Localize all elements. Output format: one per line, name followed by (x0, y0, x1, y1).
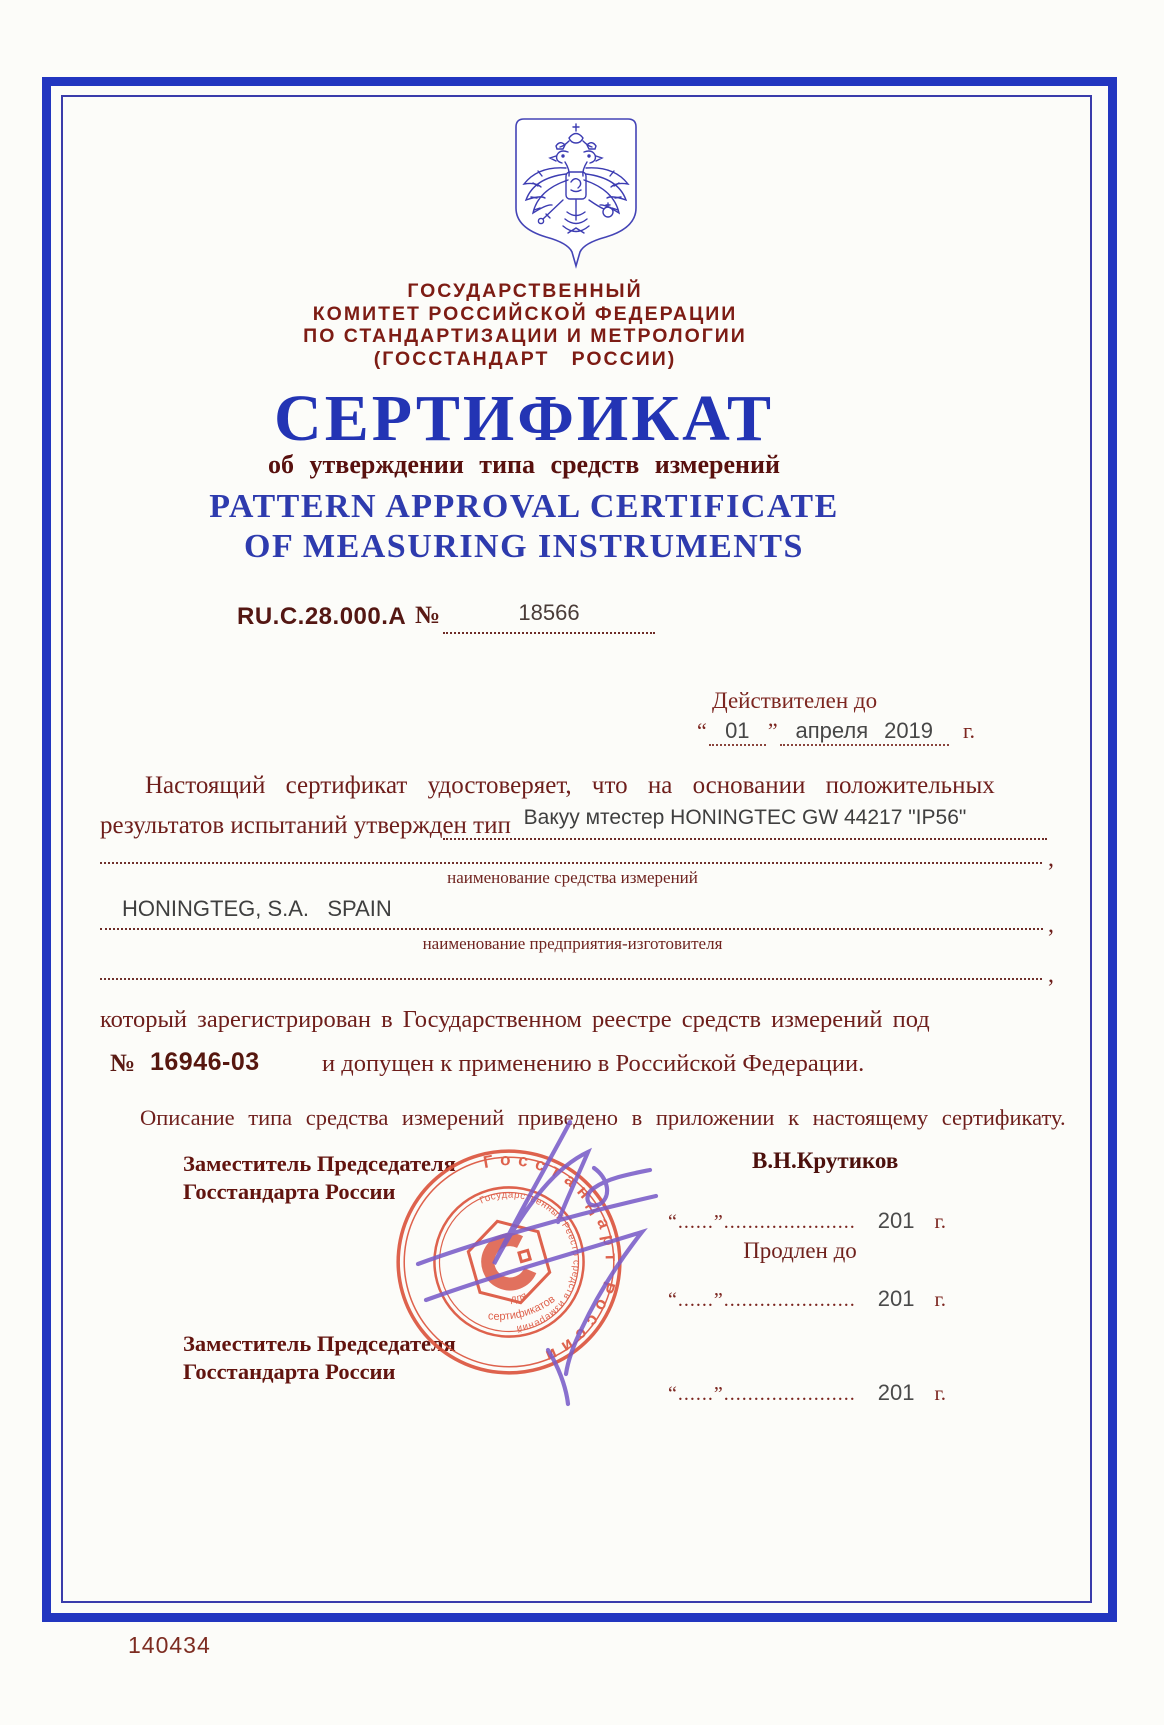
line-comma: , (1048, 912, 1054, 938)
signing-date-line-2 (668, 1286, 946, 1312)
validity-date-row (695, 718, 975, 746)
year-letter: г. (962, 718, 975, 743)
registered-statement: который зарегистрирован в Государственном реестре средств измерений под (100, 1006, 930, 1033)
russia-coat-of-arms-emblem (508, 116, 644, 276)
issuing-organization-heading (105, 280, 945, 370)
manufacturer-caption: наименование предприятия-изготовителя (422, 934, 723, 953)
signature-stroke (494, 1122, 588, 1264)
line-comma: , (1048, 846, 1054, 872)
org-line: ГОСУДАРСТВЕННЫЙ (407, 280, 643, 302)
line-comma: , (1048, 962, 1054, 988)
signing-date-line-1 (668, 1208, 946, 1234)
statement-line1: Настоящий сертификат удостоверяет, что на основании положительных (145, 772, 995, 799)
date-dots: “......”...................... (668, 1383, 856, 1405)
signature-stroke (426, 1232, 642, 1374)
deputy-title-line2: Госстандарта России (183, 1358, 396, 1384)
org-line: (ГОССТАНДАРТ РОССИИ) (373, 347, 677, 370)
title-en-line1: PATTERN APPROVAL CERTIFICATE (209, 488, 839, 525)
instrument-caption: наименование средства измерений (447, 868, 698, 887)
close-quote: ” (767, 718, 778, 743)
shield-outline (516, 119, 636, 266)
date-year-prefix: 201 (877, 1380, 915, 1405)
certificate-subtitle-ru: об утверждении типа средств измерений (268, 450, 780, 479)
signature-stroke (548, 1350, 568, 1404)
date-year-letter: г. (934, 1209, 946, 1233)
validity-month-year-field (780, 718, 949, 746)
signature-stroke (418, 1196, 656, 1264)
signature-icon (398, 1108, 678, 1418)
open-quote: “ (697, 718, 707, 743)
org-line: ПО СТАНДАРТИЗАЦИИ И МЕТРОЛОГИИ (303, 325, 747, 347)
date-year-prefix: 201 (877, 1286, 915, 1311)
statement-line2: результатов испытаний утвержден тип (100, 812, 511, 839)
certificate-title-en (44, 487, 1004, 567)
instrument-type-value: Вакуу мтестер HONINGTEC GW 44217 "IP56" (523, 806, 967, 829)
title-en-line2: OF MEASURING INSTRUMENTS (244, 528, 804, 565)
deputy-title-line1: Заместитель Председателя (183, 1151, 456, 1176)
certificate-title-ru: СЕРТИФИКАТ (274, 382, 774, 455)
blank-form-code: 140434 (128, 1632, 211, 1658)
date-year-letter: г. (934, 1381, 946, 1405)
date-dots: “......”...................... (668, 1289, 856, 1311)
coat-of-arms-icon (508, 116, 644, 276)
date-dots: “......”...................... (668, 1211, 856, 1233)
deputy-chairman-name: В.Н.Крутиков (752, 1148, 899, 1173)
stamp-center-text-line1: для (510, 1290, 529, 1306)
ruled-dotted-line (100, 862, 1042, 864)
certificate-number-field (443, 600, 655, 634)
number-sign: № (415, 602, 441, 629)
certificate-number-value: 18566 (518, 600, 580, 625)
handwritten-signature (398, 1108, 678, 1418)
register-number-sign: № (110, 1050, 136, 1077)
prolonged-label: Продлен до (743, 1238, 857, 1263)
date-year-letter: г. (934, 1287, 946, 1311)
description-statement: Описание типа средства измерений приведено в приложении к настоящему сертификату. (140, 1105, 1066, 1130)
validity-month: апреля (795, 718, 869, 743)
date-year-prefix: 201 (877, 1208, 915, 1233)
stamp-outer-ring-text: Госстандарт России (481, 1150, 621, 1369)
validity-year: 2019 (884, 718, 934, 743)
ruled-dotted-line (100, 978, 1042, 980)
signing-date-line-3 (668, 1380, 946, 1406)
certificate-series: RU.C.28.000.A (237, 603, 407, 630)
org-line: КОМИТЕТ РОССИЙСКОЙ ФЕДЕРАЦИИ (312, 302, 738, 325)
stamp-inner-ring-text: Государственный Реестр средств измерений (478, 1189, 582, 1335)
manufacturer-value: HONINGTEG, S.A. SPAIN (122, 896, 392, 921)
validity-label: Действителен до (712, 688, 878, 713)
deputy-title-line2: Госстандарта России (183, 1178, 396, 1204)
validity-day-field: 01 (709, 718, 766, 746)
instrument-type-field (443, 806, 1047, 840)
admitted-statement: и допущен к применению в Российской Федерации. (322, 1050, 865, 1077)
register-number-value: 16946-03 (150, 1048, 260, 1076)
manufacturer-field (100, 896, 1043, 930)
stamp-center-text-line2: сертификатов (487, 1293, 558, 1323)
deputy-title-line1: Заместитель Председателя (183, 1331, 456, 1356)
